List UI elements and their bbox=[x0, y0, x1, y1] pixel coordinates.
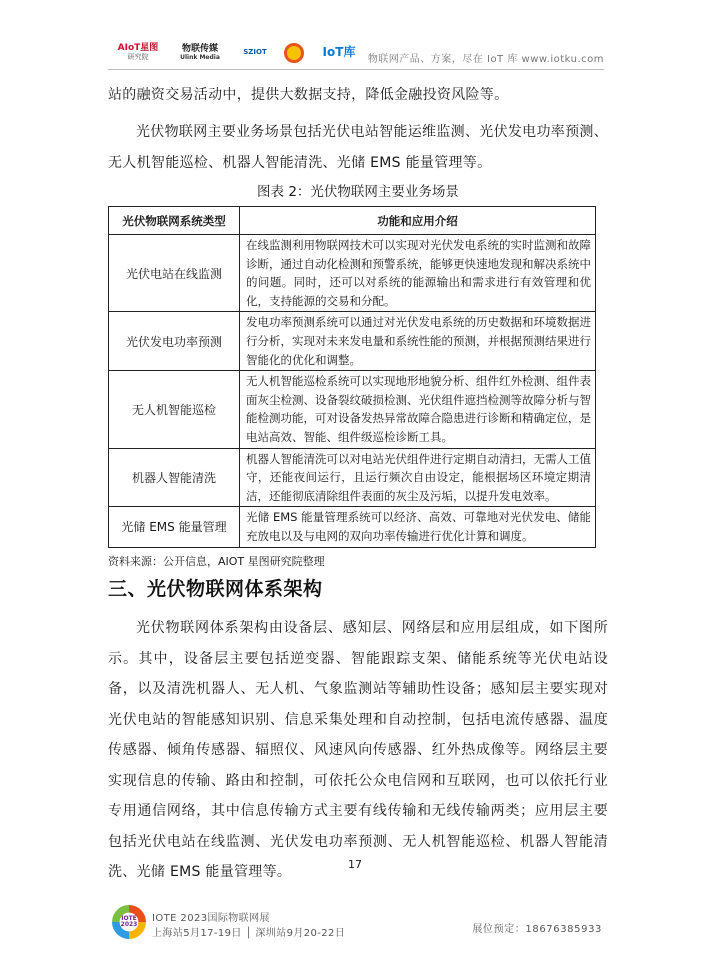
iotku-logo bbox=[314, 40, 364, 66]
logo-row bbox=[112, 40, 364, 66]
paragraph-3: 光伏物联网体系架构由设备层、感知层、网络层和应用层组成，如下图所示。其中，设备层主要包括逆变器、智能跟踪支架、储能系统等光伏电站设备，以及清洗机器人、无人机、气象监测站等辅助性设备；感知层主要实现对光伏电站的智能感知识别、信息采集处理和自动控制，包括电流传感器、温度传感器、倾角传感器、辐照仪、风速风向传感器、红外热成像等。网络层主要实现信息的传输、路由和控制，可依托公众电信网和互联网，也可以依托行业专用通信网络，其中信息传输方式主要有线传输和无线传输两类；应用层主要包括光伏电站在线监测、光伏发电功率预测、无人机智能巡检、机器人智能清洗、光储 EMS 能量管理等。 bbox=[108, 620, 608, 880]
table-cell-type: 光伏电站在线监测 bbox=[109, 235, 240, 312]
footer-booth-contact: 展位预定：18676385933 bbox=[472, 924, 602, 935]
footer-event-info bbox=[152, 911, 345, 941]
table-header-row bbox=[109, 207, 596, 235]
table-cell-type: 光伏发电功率预测 bbox=[109, 312, 240, 371]
table-cell-desc: 发电功率预测系统可以通过对光伏发电系统的历史数据和环境数据进行分析，实现对未来发电量和系统性能的预测，并根据预测结果进行智能化的优化和调整。 bbox=[240, 312, 596, 371]
table-cell-type: 光储 EMS 能量管理 bbox=[109, 507, 240, 547]
table-cell-type: 机器人智能清洗 bbox=[109, 448, 240, 507]
ulink-logo-sub: Ulink Media bbox=[180, 53, 220, 61]
sziot-logo-text: SZIOT bbox=[243, 48, 267, 57]
aiot-logo bbox=[112, 40, 164, 66]
table-header-desc: 功能和应用介绍 bbox=[240, 207, 596, 235]
page-number: 17 bbox=[348, 858, 362, 871]
sziot-logo bbox=[236, 40, 274, 66]
table-cell-type: 无人机智能巡检 bbox=[109, 371, 240, 448]
table-row bbox=[109, 448, 596, 507]
aiot-logo-text: AIoT星图 bbox=[117, 43, 159, 54]
table-cell-desc: 在线监测利用物联网技术可以实现对光伏发电系统的实时监测和故障诊断，通过自动化检测和预警系统，能够更快速地发现和解决系统中的问题。同时，还可以对系统的能源输出和需求进行有效管理和优化，支持能源的交易和分配。 bbox=[240, 235, 596, 312]
iote-logo-icon bbox=[112, 905, 146, 939]
table-source-note: 资料来源：公开信息，AIOT 星图研究院整理 bbox=[108, 555, 325, 568]
business-scenario-table bbox=[108, 206, 596, 548]
section-heading: 三、光伏物联网体系架构 bbox=[108, 578, 323, 600]
circle-logo-icon bbox=[284, 43, 304, 63]
iote-logo-text: IOTE 2023 bbox=[120, 915, 138, 928]
table-cell-desc: 光储 EMS 能量管理系统可以经济、高效、可靠地对光伏发电、储能充放电以及与电网的双向功率传输进行优化计算和调度。 bbox=[240, 507, 596, 547]
iotku-logo-text: IoT库 bbox=[322, 45, 356, 60]
table-row bbox=[109, 371, 596, 448]
page-header bbox=[0, 0, 710, 82]
table-cell-desc: 机器人智能清洗可以对电站光伏组件进行定期自动清扫，无需人工值守，还能夜间运行，且运行频次自由设定，能根据场区环境定期清洁，还能彻底清除组件表面的灰尘及污垢，以提升发电效率。 bbox=[240, 448, 596, 507]
table-row bbox=[109, 312, 596, 371]
paragraph-2: 光伏物联网主要业务场景包括光伏电站智能运维监测、光伏发电功率预测、无人机智能巡检、机器人智能清洗、光储 EMS 能量管理等。 bbox=[108, 124, 608, 171]
footer-event-dates: 上海站5月17-19日 │ 深圳站9月20-22日 bbox=[152, 928, 346, 939]
table-cell-desc: 无人机智能巡检系统可以实现地形地貌分析、组件红外检测、组件表面灰尘检测、设备裂纹破损检测、光伏组件遮挡检测等故障分析与智能检测功能，可对设备发热异常故障合隐患进行诊断和精确定位，是电站高效、智能、组件级巡检诊断工具。 bbox=[240, 371, 596, 448]
footer-event-title: IOTE 2023国际物联网展 bbox=[152, 913, 270, 924]
ulink-media-logo bbox=[174, 40, 226, 66]
table-header-type: 光伏物联网系统类型 bbox=[109, 207, 240, 235]
table-row bbox=[109, 507, 596, 547]
ulink-logo-text: 物联传媒 bbox=[181, 43, 218, 54]
table-caption: 图表 2：光伏物联网主要业务场景 bbox=[257, 184, 459, 200]
header-slogan: 物联网产品、方案，尽在 IoT 库 www.iotku.com bbox=[367, 54, 604, 65]
header-divider bbox=[108, 69, 604, 70]
aiot-logo-sub: 研究院 bbox=[127, 53, 149, 62]
table-row bbox=[109, 235, 596, 312]
paragraph-1: 站的融资交易活动中，提供大数据支持，降低金融投资风险等。 bbox=[108, 87, 509, 103]
